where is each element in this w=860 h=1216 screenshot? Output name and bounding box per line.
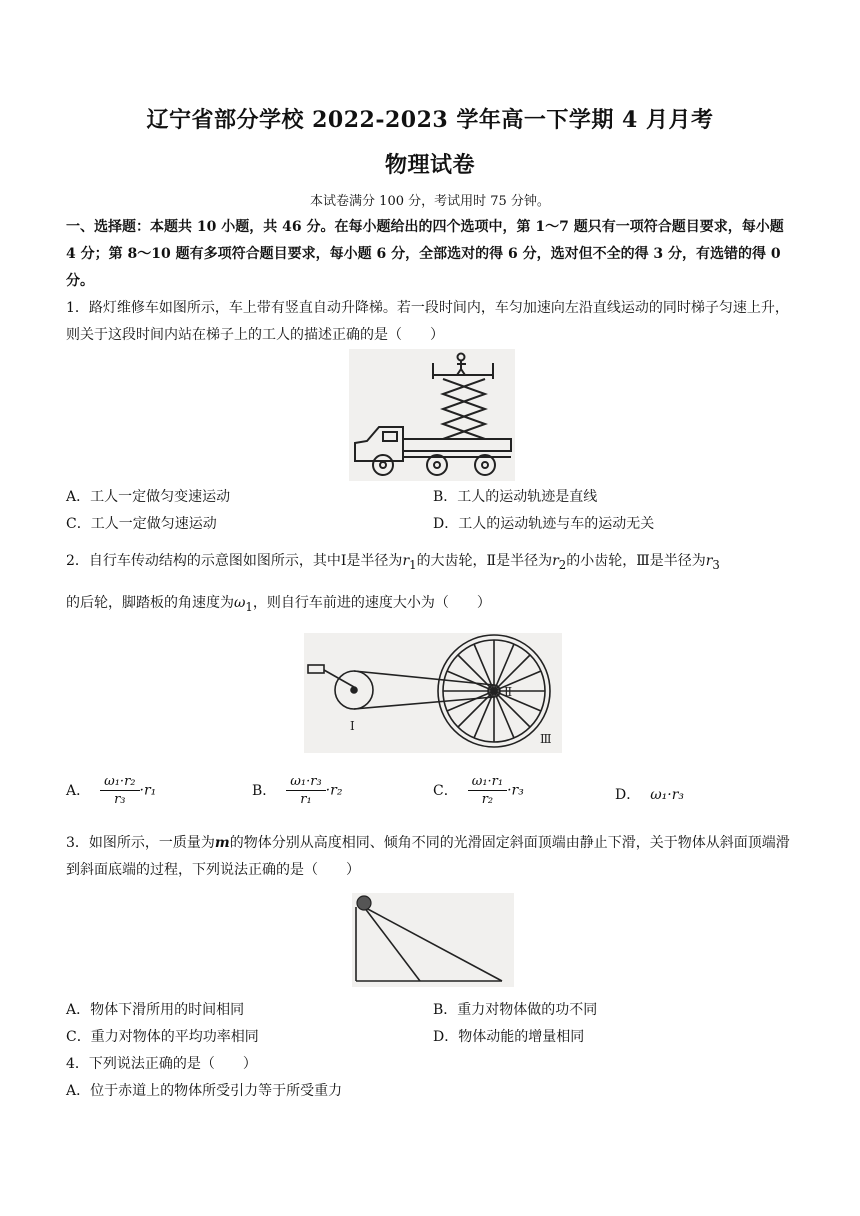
q2-option-c-fraction: [468, 774, 507, 807]
q2-stem-e: ，则自行车前进的速度大小为（ ）: [252, 595, 491, 611]
q2-option-a-den: r₃: [114, 792, 126, 807]
subject-title: 物理试卷: [384, 152, 475, 178]
q2-option-b-tail: ·r₂: [325, 782, 343, 799]
q2-r2-sub: 2: [558, 557, 567, 572]
q2-r1: r: [402, 553, 410, 569]
label-wheel-3: Ⅲ: [540, 732, 552, 746]
q2-option-a: [66, 774, 156, 807]
exam-title: 辽宁省部分学校 2022-2023 学年高一下学期 4 月月考: [146, 107, 714, 133]
q2-stem-d: 的后轮，脚踏板的角速度为: [66, 595, 234, 611]
q1-stem: 1．路灯维修车如图所示，车上带有竖直自动升降梯。若一段时间内，车匀加速向左沿直线运动的同时梯子匀速上升，则关于这段时间内站在梯子上的工人的描述正确的是（ ）: [66, 300, 789, 343]
label-gear-2: Ⅱ: [504, 685, 513, 699]
q1-option-c: C．工人一定做匀速运动: [66, 516, 217, 532]
q3-option-c: C．重力对物体的平均功率相同: [66, 1029, 259, 1045]
q3-stem-b: 的物体分别从高度相同、倾角不同的光滑固定斜面顶端由静止下滑，关于物体从斜面顶端滑到斜面底端的过程，下列说法正确的是（ ）: [66, 835, 790, 878]
q4-stem: 4．下列说法正确的是（ ）: [66, 1056, 257, 1072]
q2-r1-sub: 1: [409, 557, 417, 572]
label-gear-1: Ⅰ: [350, 719, 355, 733]
bicycle-transmission-figure: [304, 633, 562, 753]
q3-mass-symbol: m: [214, 835, 230, 851]
q2-option-c: [433, 774, 524, 807]
q2-stem-b: 的大齿轮，Ⅱ是半径为: [416, 553, 553, 569]
q1-option-a: A．工人一定做匀变速运动: [66, 489, 231, 505]
q2-stem-c: 的小齿轮，Ⅲ是半径为: [566, 553, 706, 569]
repair-truck-figure: [349, 349, 515, 481]
q3-stem: [66, 830, 794, 884]
exam-note: 本试卷满分 100 分，考试用时 75 分钟。: [310, 194, 550, 209]
q2-stem-line2: [66, 590, 794, 621]
q2-w1: ω: [234, 595, 246, 611]
q3-option-a: A．物体下滑所用的时间相同: [66, 1002, 245, 1018]
q2-option-b-num: ω₁·r₃: [286, 774, 325, 791]
q2-option-c-tail: ·r₃: [507, 782, 524, 799]
q2-stem-line1: [66, 548, 794, 579]
q2-stem-a: 2．自行车传动结构的示意图如图所示，其中Ⅰ是半径为: [66, 553, 403, 569]
q2-option-c-label: C．: [433, 782, 458, 799]
q2-option-d-label: D．: [615, 787, 641, 803]
q2-w1-sub: 1: [245, 599, 253, 614]
q2-option-a-num: ω₁·r₂: [100, 774, 139, 791]
q2-option-c-num: ω₁·r₁: [468, 774, 507, 791]
q2-r3-sub: 3: [712, 557, 720, 572]
q2-option-a-fraction: [100, 774, 139, 807]
inclined-planes-figure: [352, 893, 514, 987]
q2-option-b-fraction: [286, 774, 325, 807]
q2-r3: r: [705, 553, 713, 569]
q3-option-b: B．重力对物体做的功不同: [433, 1002, 598, 1018]
q2-option-a-tail: ·r₁: [139, 782, 157, 799]
q2-option-c-den: r₂: [481, 792, 494, 807]
q4-option-a: A．位于赤道上的物体所受引力等于所受重力: [66, 1083, 343, 1099]
sliding-object: [357, 896, 371, 910]
section-intro: 一、选择题：本题共 10 小题，共 46 分。在每小题给出的四个选项中，第 1～7 题只有一项符合题目要求，每小题 4 分；第 8～10 题有多项符合题目要求，每小题 6 分，全部选对的得 6 分，选对但不全的得 3 分，有选错的得 0 分。: [66, 219, 784, 289]
q2-option-b-den: r₁: [300, 792, 312, 807]
q2-r2: r: [552, 553, 559, 569]
q2-option-a-label: A．: [66, 782, 91, 799]
q2-option-d-expr: ω₁·r₃: [650, 787, 685, 803]
q3-option-d: D．物体动能的增量相同: [433, 1029, 585, 1045]
q3-stem-a: 3．如图所示，一质量为: [66, 835, 215, 851]
q1-option-b: B．工人的运动轨迹是直线: [433, 489, 598, 505]
q2-option-b: [252, 774, 342, 807]
q1-option-d: D．工人的运动轨迹与车的运动无关: [433, 516, 655, 532]
q2-option-d: [615, 784, 684, 804]
q2-option-b-label: B．: [252, 782, 277, 799]
